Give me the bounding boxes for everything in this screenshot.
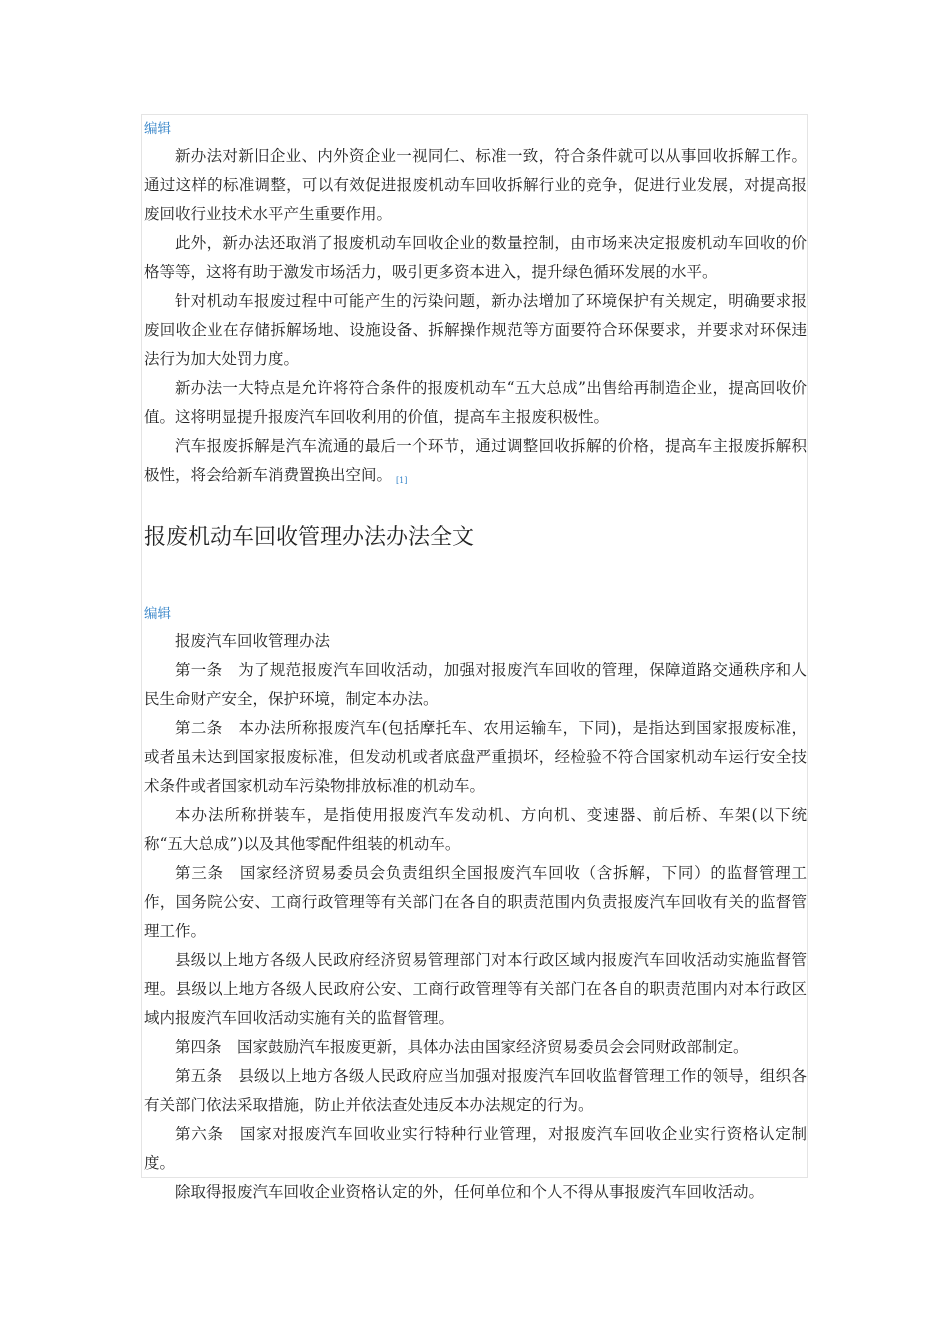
paragraph: 第四条 国家鼓励汽车报废更新，具体办法由国家经济贸易委员会会同财政部制定。	[175, 1038, 749, 1056]
paragraph: 报废汽车回收管理办法	[175, 632, 331, 650]
paragraph: 第一条 为了规范报废汽车回收活动，加强对报废汽车回收的管理，保障道路交通秩序和人民生命财产安全，保护环境，制定本办法。	[144, 661, 807, 708]
paragraph: 第二条 本办法所称报废汽车(包括摩托车、农用运输车，下同)，是指达到国家报废标准，或者虽未达到国家报废标准，但发动机或者底盘严重损坏，经检验不符合国家机动车运行安全技术条件或者国家机动车污染物排放标准的机动车。	[144, 719, 807, 795]
paragraph-text: 汽车报废拆解是汽车流通的最后一个环节，通过调整回收拆解的价格，提高车主报废拆解积极性，将会给新车消费置换出空间。	[144, 437, 807, 484]
edit-link[interactable]: 编辑	[144, 121, 171, 137]
document-body	[144, 116, 807, 1207]
paragraph: 新办法对新旧企业、内外资企业一视同仁、标准一致，符合条件就可以从事回收拆解工作。通过这样的标准调整，可以有效促进报废机动车回收拆解行业的竞争，促进行业发展，对提高报废回收行业技术水平产生重要作用。	[144, 147, 807, 223]
paragraph: 第五条 县级以上地方各级人民政府应当加强对报废汽车回收监督管理工作的领导，组织各有关部门依法采取措施，防止并依法查处违反本办法规定的行为。	[144, 1067, 807, 1114]
paragraph: 县级以上地方各级人民政府经济贸易管理部门对本行政区域内报废汽车回收活动实施监督管理。县级以上地方各级人民政府公安、工商行政管理等有关部门在各自的职责范围内对本行政区域内报废汽车回收活动实施有关的监督管理。	[144, 951, 807, 1027]
paragraph: 除取得报废汽车回收企业资格认定的外，任何单位和个人不得从事报废汽车回收活动。	[175, 1183, 765, 1201]
paragraph: 新办法一大特点是允许将符合条件的报废机动车“五大总成”出售给再制造企业，提高回收价值。这将明显提升报废汽车回收利用的价值，提高车主报废积极性。	[144, 379, 807, 426]
paragraph: 此外，新办法还取消了报废机动车回收企业的数量控制，由市场来决定报废机动车回收的价格等等，这将有助于激发市场活力，吸引更多资本进入，提升绿色循环发展的水平。	[144, 234, 807, 281]
paragraph: 针对机动车报废过程中可能产生的污染问题，新办法增加了环境保护有关规定，明确要求报废回收企业在存储拆解场地、设施设备、拆解操作规范等方面要符合环保要求，并要求对环保违法行为加大处罚力度。	[144, 292, 807, 368]
paragraph: 第六条 国家对报废汽车回收业实行特种行业管理，对报废汽车回收企业实行资格认定制度。	[144, 1125, 807, 1172]
section-title: 报废机动车回收管理办法办法全文	[144, 525, 475, 550]
paragraph: 本办法所称拼装车，是指使用报废汽车发动机、方向机、变速器、前后桥、车架(以下统称“五大总成”)以及其他零配件组装的机动车。	[144, 806, 807, 853]
paragraph	[144, 432, 807, 495]
paragraph: 第三条 国家经济贸易委员会负责组织全国报废汽车回收（含拆解，下同）的监督管理工作，国务院公安、工商行政管理等有关部门在各自的职责范围内负责报废汽车回收有关的监督管理工作。	[144, 864, 807, 940]
edit-link[interactable]: 编辑	[144, 606, 171, 622]
reference-link[interactable]: [1]	[396, 476, 408, 485]
